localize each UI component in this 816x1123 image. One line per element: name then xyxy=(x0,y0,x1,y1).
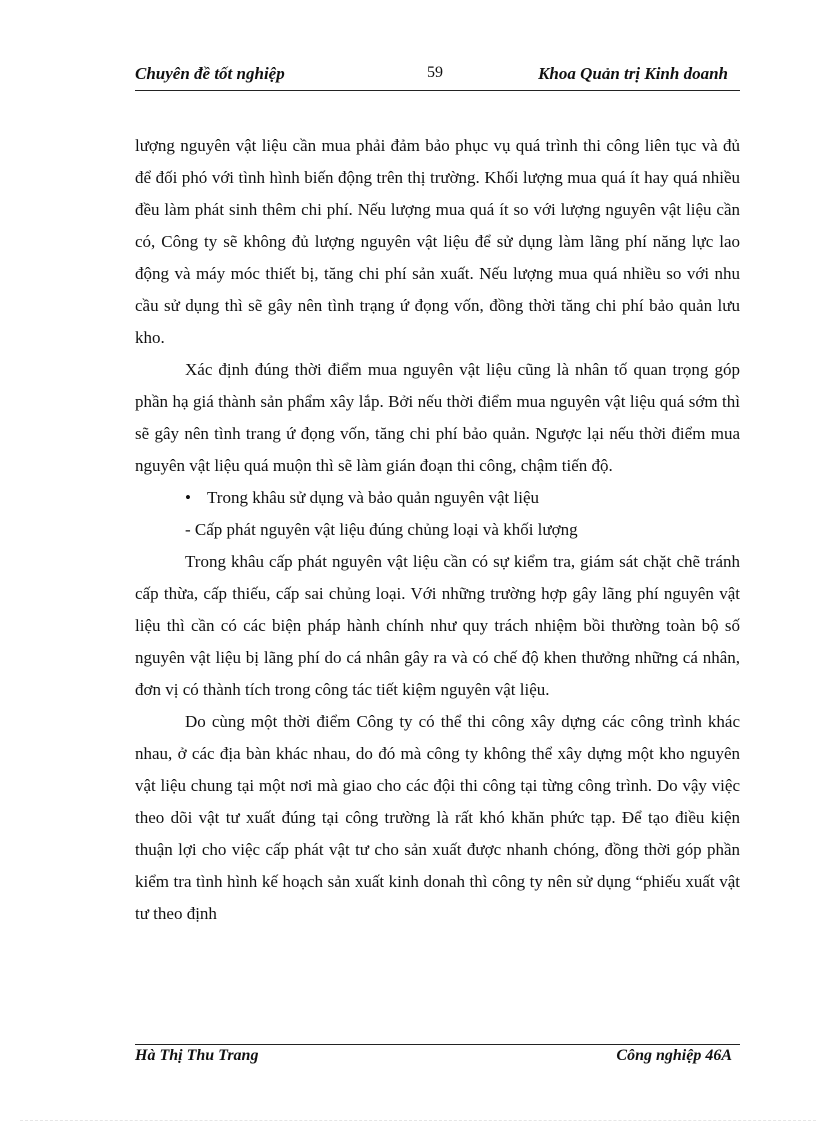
page-bottom-edge xyxy=(20,1120,816,1121)
page-body xyxy=(135,130,740,930)
bullet-item-text: Trong khâu sử dụng và bảo quản nguyên vật liệu xyxy=(207,488,540,507)
bullet-icon: • xyxy=(185,488,191,507)
paragraph-1: lượng nguyên vật liệu cần mua phải đảm bảo phục vụ quá trình thi công liên tục và đủ để đối phó với tình hình biến động trên thị trường. Khối lượng mua quá ít hay quá nhiều đều làm phát sinh thêm chi phí. Nếu lượng mua quá ít so với lượng nguyên vật liệu cần có, Công ty sẽ không đủ lượng nguyên vật liệu để sử dụng làm lãng phí năng lực lao động và máy móc thiết bị, tăng chi phí sản xuất. Nếu lượng mua quá nhiều so với nhu cầu sử dụng thì sẽ gây nên tình trạng ứ đọng vốn, đồng thời tăng chi phí bảo quản lưu kho. xyxy=(135,136,740,347)
page-footer xyxy=(135,1044,740,1073)
paragraph-3: Trong khâu cấp phát nguyên vật liệu cần có sự kiểm tra, giám sát chặt chẽ tránh cấp thừa, cấp thiếu, cấp sai chủng loại. Với những trường hợp gây lãng phí nguyên vật liệu thì cần có các biện pháp hành chính như quy trách nhiệm bồi thường toàn bộ số nguyên vật liệu bị lãng phí do cá nhân gây ra và có chế độ khen thưởng những cá nhân, đơn vị có thành tích trong công tác tiết kiệm nguyên vật liệu. xyxy=(135,552,740,699)
footer-class: Công nghiệp 46A xyxy=(616,1047,732,1064)
header-document-title: Chuyên đề tốt nghiệp xyxy=(135,64,285,83)
page-header xyxy=(135,62,740,91)
paragraph-2: Xác định đúng thời điểm mua nguyên vật liệu cũng là nhân tố quan trọng góp phần hạ giá thành sản phẩm xây lắp. Bởi nếu thời điểm mua nguyên vật liệu quá sớm thì sẽ gây nên tình trang ứ đọng vốn, tăng chi phí bảo quản. Ngược lại nếu thời điểm mua nguyên vật liệu quá muộn thì sẽ làm gián đoạn thi công, chậm tiến độ. xyxy=(135,360,740,475)
header-faculty: Khoa Quản trị Kinh doanh xyxy=(538,64,728,83)
dash-item: - Cấp phát nguyên vật liệu đúng chủng loại và khối lượng xyxy=(185,520,578,539)
bullet-item xyxy=(135,482,740,514)
footer-author: Hà Thị Thu Trang xyxy=(135,1047,259,1064)
paragraph-4: Do cùng một thời điểm Công ty có thể thi công xây dựng các công trình khác nhau, ở các địa bàn khác nhau, do đó mà công ty không thể xây dựng một kho nguyên vật liệu chung tại một nơi mà giao cho các đội thi công tại từng công trình. Do vậy việc theo dõi vật tư xuất đúng tại công trường là rất khó khăn phức tạp. Để tạo điều kiện thuận lợi cho việc cấp phát vật tư cho sản xuất được nhanh chóng, đồng thời góp phần kiểm tra tình hình kế hoạch sản xuất kinh donah thì công ty nên sử dụng “phiếu xuất vật tư theo định xyxy=(135,712,740,923)
page-number: 59 xyxy=(427,64,443,81)
